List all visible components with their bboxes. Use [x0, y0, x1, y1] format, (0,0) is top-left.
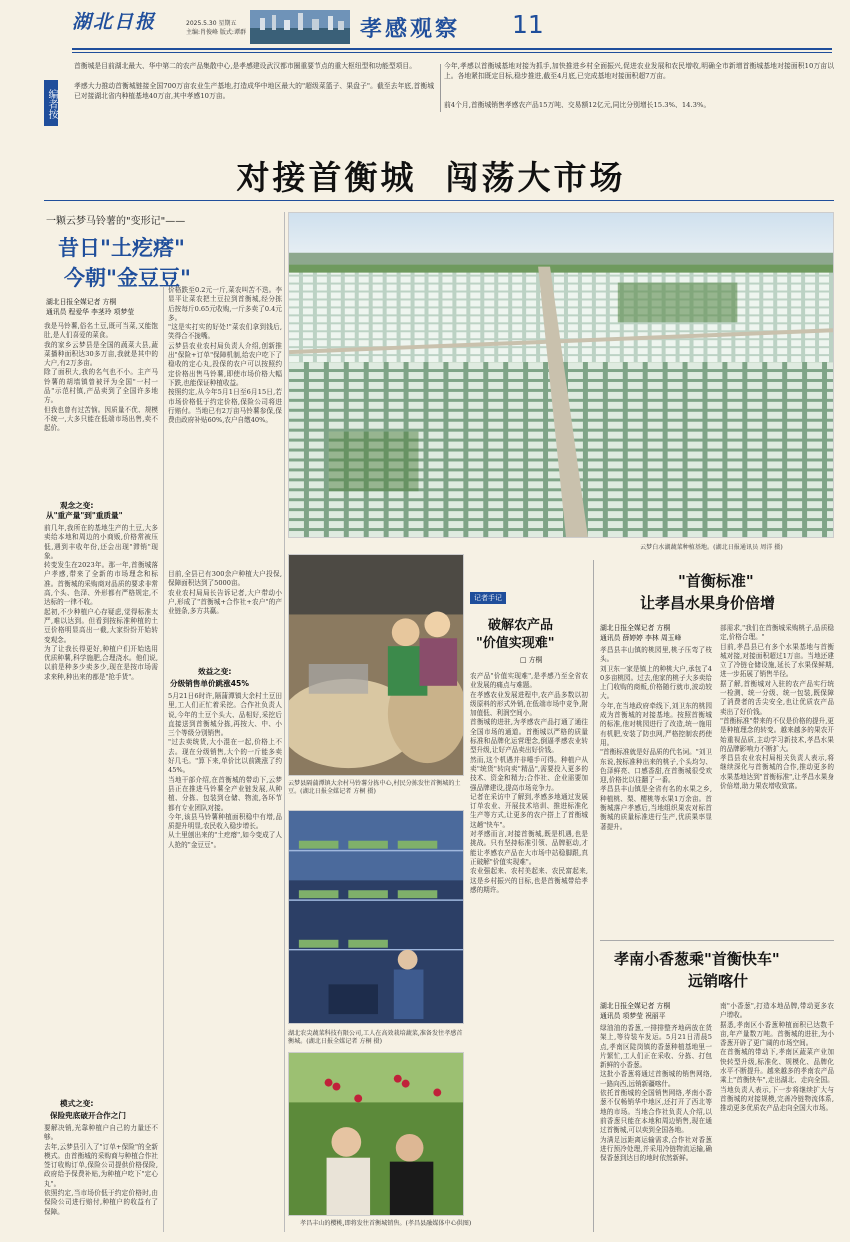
article1-byline2: 通讯员 程爱华 李茎玲 项梦莹: [46, 308, 135, 316]
masthead-logo: 湖北日报: [72, 11, 157, 33]
article1-kicker: 一颗云梦马铃薯的"变形记"——: [46, 216, 186, 227]
main-photo-caption: 云梦白水湖蔬菜种植基地。(湖北日报通讯员 周洋 摄): [640, 544, 783, 551]
memo-author: □ 方桐: [520, 656, 543, 664]
article2-title-line1: "首衡标准": [678, 572, 754, 590]
headline-rule: [44, 200, 834, 201]
article3-divider: [600, 940, 834, 941]
editor-note-p3: 今年,孝感以首衡城基地对接为抓手,加快推进乡村全面振兴,促进农业发展和农民增收,明确全市新增首衡城基地对接面积10万亩以上。各地紧扣既定目标,稳步推进,截至4月底,已完成基地对接面积超7万亩。: [444, 62, 834, 80]
masthead-editor: 主编:肖俊峰 版式:谭群: [186, 29, 246, 36]
article1-sub2-heading: 保险兜底破开合作之门: [50, 1111, 126, 1120]
masthead-skyline-image: [250, 10, 350, 44]
article3-byline2: 通讯员 项梦莹 祝丽平: [600, 1012, 666, 1020]
page-number: 11: [512, 10, 544, 39]
cherry-photo-caption: 孝昌丰山的樱桃,即将发往首衡城销售。(孝昌县融媒体中心供图): [300, 1220, 472, 1227]
memo-title-line2: "价值实现难": [476, 636, 555, 651]
cherry-picking-photo: [288, 1052, 464, 1216]
article2-byline2: 通讯员 薛婷婷 李林 周玉峰: [600, 634, 682, 642]
potato-sorting-photo: [288, 554, 464, 776]
article1-col2b: 目前,全县已有300余户种植大户投保,保障面积达到了5000亩。 农业农村局局长告诉记者,大户带动小户,形成了"首衡城+合作社+农户"的产业链条,多方共赢。: [168, 570, 282, 616]
masthead-date: 2025.5.30 星期五: [186, 20, 237, 27]
column-divider-2: [284, 212, 285, 1232]
article1-title-line2: 今朝"金豆豆": [64, 266, 191, 290]
article3-col2: 南"小香葱",打造本地品牌,带动更多农户增收。 据悉,孝南区小香葱种植面积已达数千亩,年产量数万吨。首衡城的进驻,为小香葱开辟了更广阔的市场空间。 在首衡城的带动下,孝南区蔬菜产业加快转型升级,标准化、规模化、品牌化水平不断提升。越来越多的孝南农产品乘上"首衡快车",走出湖北、走向全国。 当地负责人表示,下一步将继续扩大与首衡城的对接规模,完善冷链物流体系,推动更多优质农产品走向全国大市场。: [720, 1002, 834, 1113]
article1-sub2-label: 模式之变:: [60, 1099, 94, 1108]
article1-col1b: 前几年,我所在的基地生产的土豆,大多卖给本地和周边的小商贩,价格常被压低,遇到丰收年份,还会出现"滞销"现象。 转变发生在2023年。那一年,首衡城落户孝感,带来了全新的市场理念和标准。首衡城的采购商对品质的要求非常高,个头、色泽、外形都有严格规定,不达标的一律不收。 起初,不少种植户心存疑虑,觉得标准太严,难以达到。但看到按标准种植的土豆价格明显高出一截,大家纷纷开始转变观念。 为了让我长得更好,种植户们开始选用优质种薯,科学施肥,合理浇水。他们说,以前是种多少卖多少,现在是按市场需求来种,种出来的都是"抢手货"。: [44, 524, 158, 681]
masthead-rule-thin: [72, 52, 832, 53]
article1-sub1-label: 观念之变:: [60, 501, 94, 510]
column-divider-1: [163, 286, 164, 1232]
article1-sub1-heading: 从"重产量"到"重质量": [46, 511, 123, 520]
article1-sub3-heading: 分级销售单价跳涨45%: [170, 679, 249, 688]
section-title: 孝感观察: [360, 17, 461, 42]
article1-sub3-label: 效益之变:: [198, 667, 232, 676]
article1-col1c: 要解决销,光靠种植户自己的力量还不够。 去年,云梦县引入了"订单+保险"的全新模式。由首衡城的采购商与种植合作社签订收购订单,保险公司提供价格保险,政府给予保费补贴,为种植户吃下"定心丸"。 依照约定,当市场价低于约定价格时,由保险公司进行赔付,种植户的收益有了保障。: [44, 1124, 158, 1216]
article1-col2a: 价格跌至0.2元一斤,菜农叫苦不迭。李显平让菜农把土豆拉到首衡城,经分拣后按每斤0.65元收购,一斤多卖了0.4元多。 "这是实打实的好处!"菜农们拿到钱后,笑得合不拢嘴。 云梦县农业农村局负责人介绍,创新推出"保险+订单"保障机制,给农户吃下了稳收的定心丸,投保的农户可以按照约定价格出售马铃薯,即使市场价格大幅下跌,也能保证种植收益。 按照约定,从今年5月1日至6月15日,若市场价格低于约定价格,保险公司将进行赔付。当地已有2万亩马铃薯参保,保费由政府补贴60%,农户自缴40%。: [168, 286, 282, 425]
editor-note-p4: 前4个月,首衡城销售孝感农产品15万吨、交易额12亿元,同比分别增长15.3%、14.3%。: [444, 101, 711, 109]
factory-photo-caption: 湖北农尖蔬菜科技有限公司,工人在高效栽培蔬菜,准备发往孝感首衡城。(湖北日报全媒记者 方桐 摄): [288, 1030, 463, 1046]
article2-col1: 孝昌县丰山镇的桃园里,桃子压弯了枝头。 刘卫东一家是镇上的种桃大户,承包了40多亩桃园。过去,他家的桃子大多卖给上门收购的商贩,价格随行就市,波动较大。 今年,在当地政府牵线下,刘卫东的桃园成为首衡城的对接基地。按照首衡城的标准,他对桃园进行了改造,统一施用有机肥,安装了防虫网,严格控制农药使用。 "首衡标准就是好品质的代名词。"刘卫东说,按标准种出来的桃子,个头均匀、色泽鲜亮、口感香甜,在首衡城很受欢迎,价格比以往翻了一番。 孝昌县丰山镇是全省有名的水果之乡,种植桃、梨、樱桃等水果1万余亩。首衡城落户孝感后,当地组织果农对标首衡城的质量标准进行生产,优质果率显著提升。: [600, 646, 712, 831]
article2-col2: 部需求,"我们在首衡城采购桃子,品质稳定,价格合理。" 目前,孝昌县已有多个水果基地与首衡城对接,对接面积超过1万亩。当地还建立了冷链仓储设施,延长了水果保鲜期,进一步拓展了销售半径。 据了解,首衡城对入驻的农产品实行统一检测、统一分级、统一包装,既保障了消费者的舌尖安全,也让优质农产品卖出了好价钱。 "首衡标准"带来的不仅是价格的提升,更是种植理念的转变。越来越多的果农开始重视品质,主动学习新技术,孝昌水果的品牌影响力不断扩大。 孝昌县农业农村局相关负责人表示,将继续深化与首衡城的合作,推动更多的水果基地达到"首衡标准",让孝昌水果身价倍增,助力果农增收致富。: [720, 624, 834, 791]
article1-col1a: 我是马铃薯,俗名土豆,既可当菜,又能饱肚,是人们喜爱的菜食。 我的家乡云梦县是全国的蔬菜大县,蔬菜播种面积达30多万亩,我就是其中的大户,有2万多亩。 除了面积大,我的名气也不小。主产马铃薯的胡墙镇曾被评为全国"一村一品"示范村镇,产品卖到了全国许多地方。 但我也曾有过苦恼。因质量不优、规模不统一,大多只能在低端市场出售,卖不起价。: [44, 322, 158, 433]
article2-title-line2: 让孝昌水果身价倍增: [640, 594, 776, 612]
article1-title-line1: 昔日"土疙瘩": [58, 236, 185, 260]
potato-photo-caption: 云梦县隔蒲潭镇大余村马铃薯分拣中心,村民分拣发往首衡城的土豆。(湖北日报全媒记者 方桐 摄): [288, 780, 461, 796]
editor-note-divider: [440, 64, 441, 112]
article2-byline1: 湖北日报全媒记者 方桐: [600, 624, 671, 632]
article3-byline1: 湖北日报全媒记者 方桐: [600, 1002, 671, 1010]
memo-body: 农产品"价值实现难",是孝感乃至全省农业发展的痛点与难题。 在孝感农业发展进程中,农产品多数以初级原料的形式外销,在低端市场中竞争,附加值低、利润空间小。 首衡城的进驻,为孝感农产品打通了通往全国市场的通道。首衡城以严格的质量标准和品牌化运营理念,倒逼孝感农业转型升级,让好产品卖出好价钱。 然而,这个机遇并非唾手可得。种植户从卖"统货"转向卖"精品",需要投入更多的技术、资金和精力;合作社、企业需要加强品牌建设,提高市场竞争力。 记者在采访中了解到,孝感多地通过发展订单农业、开展技术培训、推进标准化生产等方式,让更多的农户搭上了首衡城这趟"快车"。 对孝感而言,对接首衡城,既是机遇,也是挑战。只有坚持标准引领、品牌驱动,才能让孝感农产品在大市场中站稳脚跟,真正破解"价值实现难"。 农业强起来、农村美起来、农民富起来,这是乡村振兴的目标,也是首衡城带给孝感的期许。: [470, 672, 588, 894]
factory-vegetable-photo: [288, 810, 464, 1024]
memo-divider: [593, 560, 594, 1232]
article3-title-line2: 远销喀什: [688, 972, 749, 990]
editor-note-p2: 孝感大力推动首衡城链接全国700万亩农业生产基地,打造成华中地区最大的"超级菜篮子、果盘子"。截至去年底,首衡城已对接湖北省内种植基地40万亩,其中孝感10万亩。: [74, 82, 434, 100]
article3-title-line1: 孝南小香葱乘"首衡快车": [614, 950, 780, 968]
memo-title-line1: 破解农产品: [488, 618, 554, 633]
editor-note-label: 编者按: [44, 80, 58, 126]
editor-note-p1: 首衡城是目前湖北最大、华中第二的农产品集散中心,是孝感建设武汉都市圈重要节点的重大枢纽型和功能型项目。: [74, 62, 417, 70]
article1-col2c: 5月21日6时许,隔蒲潭镇大余村土豆田里,工人们正忙着采挖。合作社负责人说,今年的土豆个头大、品相好,采挖后直接送到首衡城分拣,再按大、中、小三个等级分别销售。 "过去卖统货,大小混在一起,价格上不去。现在分级销售,大个的一斤能多卖好几毛。"算下来,单价比以前跳涨了约45%。 当地干部介绍,在首衡城的带动下,云梦县正在推进马铃薯全产业链发展,从种植、分拣、包装到仓储、物流,各环节都有专业团队对接。 今年,该县马铃薯种植面积稳中有增,品质提升明显,农民收入稳步增长。 从土里刨出来的"土疙瘩",如今变成了人人抢的"金豆豆"。: [168, 692, 282, 849]
memo-tag: 记者手记: [470, 592, 506, 604]
article1-byline1: 湖北日报全媒记者 方桐: [46, 298, 117, 306]
main-photo-greenhouses: [288, 212, 834, 538]
article3-col1: 绿油油的香葱,一排排整齐地码放在货架上,等待装车发运。5月21日清晨5点,孝南区陡岗镇的香葱种植基地里一片繁忙,工人们正在采收、分拣、打包新鲜的小香葱。 这批小香葱将通过首衡城的销售网络,一路向西,远销新疆喀什。 依托首衡城的全国销售网络,孝南小香葱不仅畅销华中地区,还打开了西北等地的市场。当地合作社负责人介绍,以前香葱只能在本地和周边销售,现在通过首衡城,可以卖到全国各地。 为满足远距离运输需求,合作社对香葱进行预冷处理,并采用冷链物流运输,确保香葱到达目的地时依然新鲜。: [600, 1024, 712, 1163]
main-headline: 对接首衡城 闯荡大市场: [236, 158, 626, 197]
masthead-rule: [72, 48, 832, 50]
article1-col1b-extra: [44, 952, 158, 1094]
